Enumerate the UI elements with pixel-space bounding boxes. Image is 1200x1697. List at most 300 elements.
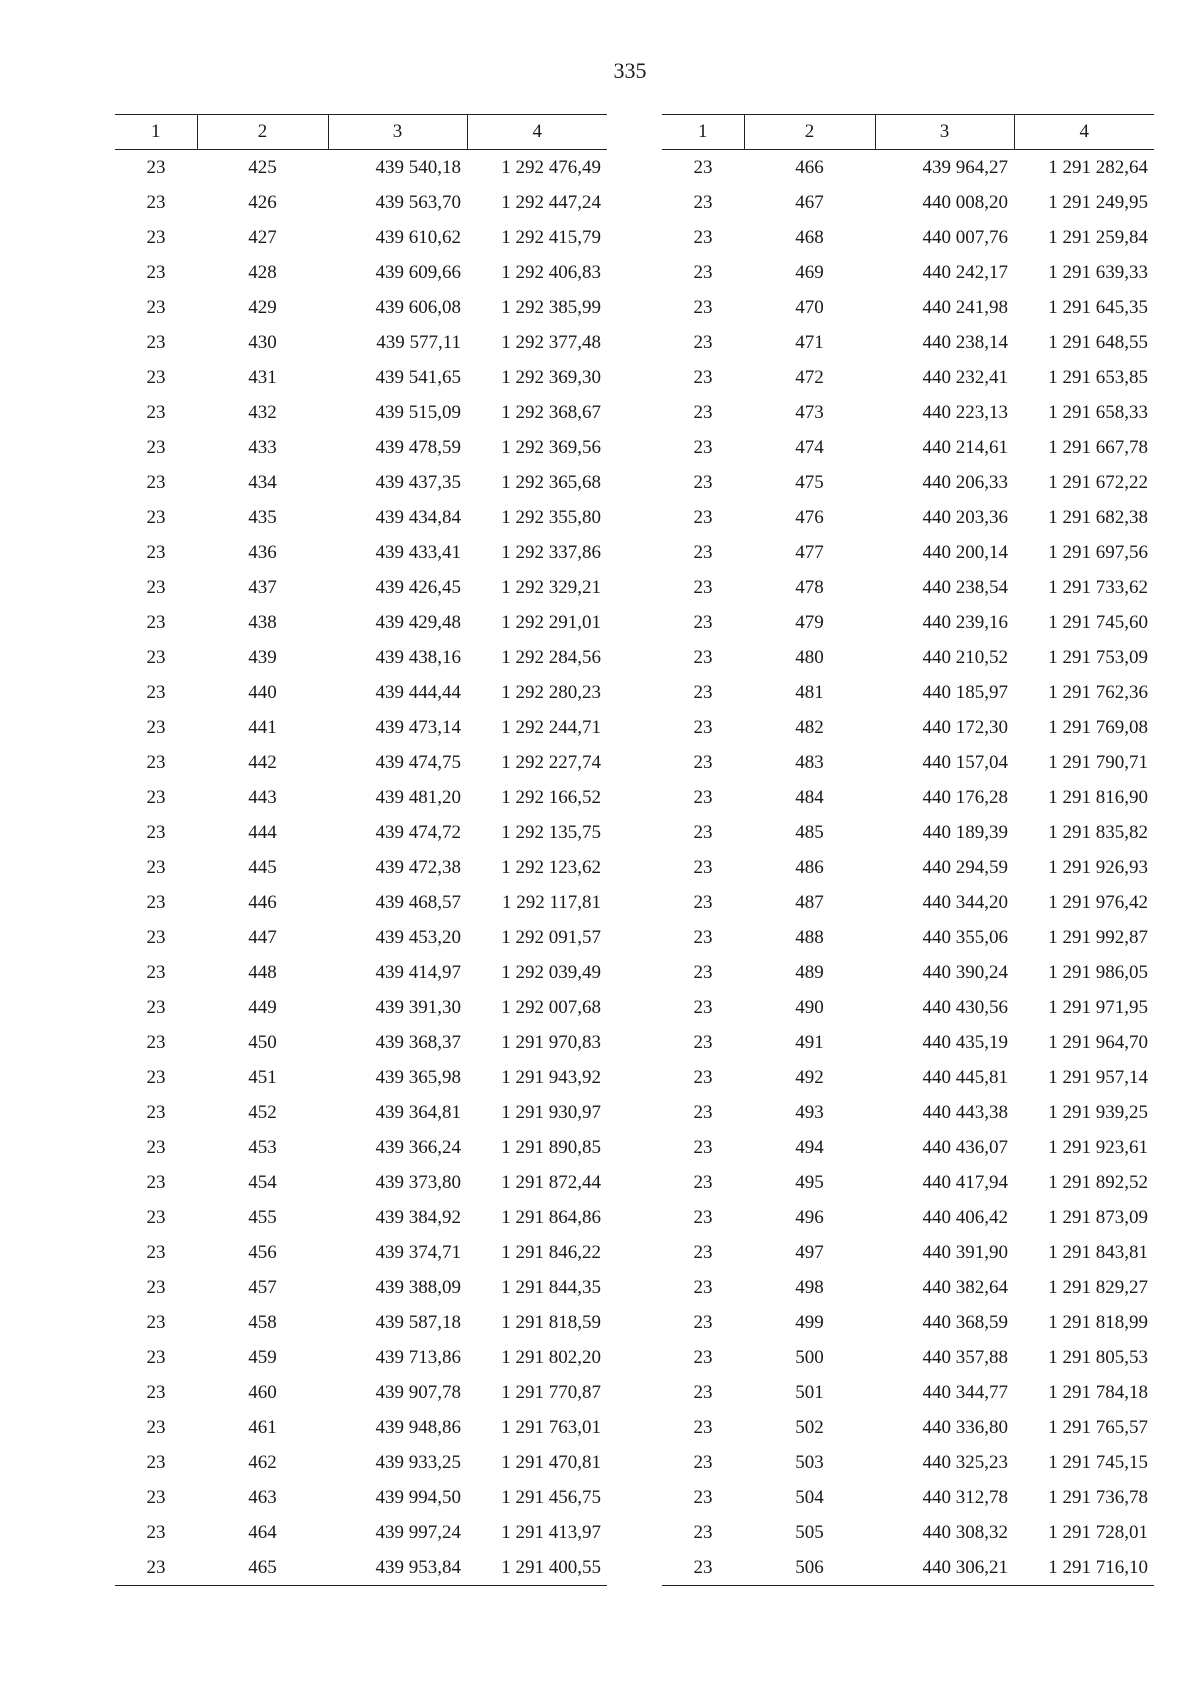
cell-col-1: 23 [146,1556,166,1578]
cell-col-3: 439 478,59 [375,436,461,458]
cell-col-3: 439 606,08 [375,296,461,318]
cell-col-4: 1 292 337,86 [501,541,601,563]
cell-col-2: 487 [795,891,824,913]
cell-col-1: 23 [146,1066,166,1088]
table-row [662,1165,1154,1200]
table-row [662,640,1154,675]
cell-col-2: 477 [795,541,824,563]
table-row [662,1025,1154,1060]
cell-col-2: 468 [795,226,824,248]
cell-col-4: 1 291 682,38 [1048,506,1148,528]
cell-col-4: 1 291 648,55 [1048,331,1148,353]
table-row [662,850,1154,885]
cell-col-3: 439 368,37 [375,1031,461,1053]
table-row [115,290,607,325]
cell-col-3: 440 241,98 [922,296,1008,318]
cell-col-4: 1 291 639,33 [1048,261,1148,283]
cell-col-2: 451 [248,1066,277,1088]
cell-col-3: 440 357,88 [922,1346,1008,1368]
table-row [662,1235,1154,1270]
cell-col-3: 440 417,94 [922,1171,1008,1193]
cell-col-1: 23 [693,576,713,598]
cell-col-4: 1 292 355,80 [501,506,601,528]
cell-col-1: 23 [693,1136,713,1158]
cell-col-3: 440 239,16 [922,611,1008,633]
cell-col-2: 435 [248,506,277,528]
cell-col-3: 439 540,18 [375,156,461,178]
cell-col-4: 1 292 329,21 [501,576,601,598]
cell-col-1: 23 [693,856,713,878]
cell-col-1: 23 [146,366,166,388]
cell-col-3: 440 242,17 [922,261,1008,283]
cell-col-2: 432 [248,401,277,423]
cell-col-4: 1 291 846,22 [501,1241,601,1263]
cell-col-4: 1 291 728,01 [1048,1521,1148,1543]
cell-col-4: 1 292 447,24 [501,191,601,213]
cell-col-2: 464 [248,1521,277,1543]
cell-col-4: 1 291 976,42 [1048,891,1148,913]
cell-col-2: 441 [248,716,277,738]
cell-col-2: 493 [795,1101,824,1123]
cell-col-3: 439 997,24 [375,1521,461,1543]
table-row [115,360,607,395]
cell-col-1: 23 [146,926,166,948]
cell-col-1: 23 [693,296,713,318]
table-row [662,955,1154,990]
cell-col-2: 485 [795,821,824,843]
cell-col-2: 501 [795,1381,824,1403]
cell-col-2: 438 [248,611,277,633]
table-row [115,1375,607,1410]
table-row [662,1410,1154,1445]
cell-col-3: 440 443,38 [922,1101,1008,1123]
cell-col-4: 1 291 753,09 [1048,646,1148,668]
cell-col-2: 486 [795,856,824,878]
cell-col-3: 439 433,41 [375,541,461,563]
cell-col-2: 504 [795,1486,824,1508]
table-row [662,710,1154,745]
table-row [115,780,607,815]
table-row [662,1130,1154,1165]
cell-col-2: 454 [248,1171,277,1193]
cell-col-1: 23 [693,506,713,528]
cell-col-2: 457 [248,1276,277,1298]
cell-col-2: 456 [248,1241,277,1263]
cell-col-4: 1 291 745,60 [1048,611,1148,633]
cell-col-3: 440 445,81 [922,1066,1008,1088]
cell-col-3: 439 364,81 [375,1101,461,1123]
table-row [115,1025,607,1060]
cell-col-1: 23 [693,1416,713,1438]
cell-col-3: 439 438,16 [375,646,461,668]
table-row [662,1480,1154,1515]
cell-col-4: 1 291 400,55 [501,1556,601,1578]
cell-col-2: 452 [248,1101,277,1123]
table-row [115,185,607,220]
cell-col-1: 23 [693,226,713,248]
cell-col-1: 23 [693,961,713,983]
cell-col-1: 23 [146,1031,166,1053]
cell-col-3: 440 306,21 [922,1556,1008,1578]
cell-col-2: 434 [248,471,277,493]
cell-col-1: 23 [146,1206,166,1228]
table-row [662,535,1154,570]
cell-col-1: 23 [146,646,166,668]
cell-col-4: 1 291 672,22 [1048,471,1148,493]
cell-col-1: 23 [146,821,166,843]
cell-col-1: 23 [146,1311,166,1333]
cell-col-1: 23 [146,261,166,283]
cell-col-1: 23 [693,1206,713,1228]
cell-col-1: 23 [146,1381,166,1403]
table-row [115,1130,607,1165]
cell-col-1: 23 [693,1101,713,1123]
cell-col-3: 440 238,14 [922,331,1008,353]
cell-col-3: 439 474,72 [375,821,461,843]
table-row [115,1515,607,1550]
table-row [115,325,607,360]
cell-col-4: 1 291 456,75 [501,1486,601,1508]
cell-col-4: 1 292 227,74 [501,751,601,773]
cell-col-4: 1 291 957,14 [1048,1066,1148,1088]
cell-col-2: 431 [248,366,277,388]
cell-col-1: 23 [146,1451,166,1473]
cell-col-1: 23 [146,891,166,913]
coordinates-table-left [115,114,607,1586]
cell-col-4: 1 292 415,79 [501,226,601,248]
cell-col-1: 23 [693,1241,713,1263]
table-row [115,885,607,920]
table-row [115,1165,607,1200]
cell-col-2: 450 [248,1031,277,1053]
table-row [115,150,607,186]
cell-col-4: 1 291 645,35 [1048,296,1148,318]
cell-col-3: 440 325,23 [922,1451,1008,1473]
cell-col-1: 23 [146,1486,166,1508]
column-header-2: 2 [744,115,875,150]
table-row [662,885,1154,920]
cell-col-1: 23 [146,331,166,353]
cell-col-4: 1 291 763,01 [501,1416,601,1438]
cell-col-3: 440 312,78 [922,1486,1008,1508]
cell-col-4: 1 292 365,68 [501,471,601,493]
cell-col-2: 455 [248,1206,277,1228]
cell-col-2: 502 [795,1416,824,1438]
cell-col-4: 1 292 369,56 [501,436,601,458]
cell-col-1: 23 [146,436,166,458]
cell-col-2: 461 [248,1416,277,1438]
cell-col-3: 440 157,04 [922,751,1008,773]
cell-col-2: 489 [795,961,824,983]
cell-col-3: 440 436,07 [922,1136,1008,1158]
cell-col-4: 1 291 873,09 [1048,1206,1148,1228]
cell-col-1: 23 [146,1171,166,1193]
cell-col-1: 23 [146,1136,166,1158]
table-row [115,990,607,1025]
cell-col-4: 1 291 770,87 [501,1381,601,1403]
cell-col-1: 23 [693,751,713,773]
cell-col-3: 439 384,92 [375,1206,461,1228]
table-row [115,1305,607,1340]
cell-col-4: 1 291 890,85 [501,1136,601,1158]
cell-col-1: 23 [146,541,166,563]
cell-col-3: 440 176,28 [922,786,1008,808]
cell-col-2: 466 [795,156,824,178]
cell-col-3: 440 007,76 [922,226,1008,248]
cell-col-1: 23 [693,611,713,633]
table-body-right [662,150,1154,1586]
table-row [115,1270,607,1305]
cell-col-2: 436 [248,541,277,563]
table-row [115,1200,607,1235]
cell-col-2: 447 [248,926,277,948]
table-row [662,220,1154,255]
cell-col-2: 473 [795,401,824,423]
cell-col-3: 440 214,61 [922,436,1008,458]
table-header-row [115,115,607,150]
table-row [115,1550,607,1586]
table-row [115,535,607,570]
cell-col-4: 1 292 406,83 [501,261,601,283]
table-row [662,920,1154,955]
cell-col-3: 439 907,78 [375,1381,461,1403]
cell-col-2: 442 [248,751,277,773]
cell-col-2: 498 [795,1276,824,1298]
table-row [115,710,607,745]
cell-col-1: 23 [693,1031,713,1053]
cell-col-3: 440 172,30 [922,716,1008,738]
table-row [662,255,1154,290]
table-row [115,640,607,675]
cell-col-1: 23 [146,296,166,318]
cell-col-1: 23 [693,261,713,283]
cell-col-3: 440 200,14 [922,541,1008,563]
cell-col-4: 1 291 923,61 [1048,1136,1148,1158]
cell-col-4: 1 291 926,93 [1048,856,1148,878]
cell-col-1: 23 [693,1521,713,1543]
cell-col-2: 484 [795,786,824,808]
cell-col-4: 1 291 667,78 [1048,436,1148,458]
cell-col-1: 23 [693,1311,713,1333]
cell-col-2: 482 [795,716,824,738]
cell-col-4: 1 291 843,81 [1048,1241,1148,1263]
cell-col-3: 439 414,97 [375,961,461,983]
cell-col-1: 23 [146,226,166,248]
cell-col-4: 1 291 939,25 [1048,1101,1148,1123]
table-row [662,1305,1154,1340]
table-row [115,745,607,780]
cell-col-3: 440 203,36 [922,506,1008,528]
cell-col-1: 23 [693,471,713,493]
cell-col-4: 1 292 291,01 [501,611,601,633]
cell-col-1: 23 [146,996,166,1018]
cell-col-3: 439 541,65 [375,366,461,388]
cell-col-2: 448 [248,961,277,983]
column-header-4: 4 [467,115,607,150]
table-row [115,675,607,710]
cell-col-4: 1 291 818,59 [501,1311,601,1333]
table-row [115,605,607,640]
table-row [115,220,607,255]
cell-col-1: 23 [693,1381,713,1403]
cell-col-3: 439 429,48 [375,611,461,633]
cell-col-3: 439 610,62 [375,226,461,248]
cell-col-1: 23 [693,821,713,843]
cell-col-3: 439 437,35 [375,471,461,493]
cell-col-2: 459 [248,1346,277,1368]
cell-col-3: 440 368,59 [922,1311,1008,1333]
cell-col-3: 440 336,80 [922,1416,1008,1438]
cell-col-4: 1 291 970,83 [501,1031,601,1053]
cell-col-4: 1 291 733,62 [1048,576,1148,598]
table-row [662,1515,1154,1550]
cell-col-2: 491 [795,1031,824,1053]
cell-col-3: 439 953,84 [375,1556,461,1578]
cell-col-1: 23 [693,541,713,563]
cell-col-4: 1 292 091,57 [501,926,601,948]
cell-col-2: 446 [248,891,277,913]
cell-col-3: 439 948,86 [375,1416,461,1438]
cell-col-4: 1 291 992,87 [1048,926,1148,948]
cell-col-4: 1 291 697,56 [1048,541,1148,563]
cell-col-4: 1 291 816,90 [1048,786,1148,808]
cell-col-1: 23 [146,1346,166,1368]
cell-col-1: 23 [693,716,713,738]
column-header-2: 2 [197,115,328,150]
cell-col-4: 1 291 745,15 [1048,1451,1148,1473]
cell-col-1: 23 [146,1241,166,1263]
cell-col-3: 439 577,11 [376,331,461,353]
cell-col-4: 1 292 166,52 [501,786,601,808]
cell-col-4: 1 292 123,62 [501,856,601,878]
cell-col-4: 1 291 470,81 [501,1451,601,1473]
cell-col-1: 23 [146,191,166,213]
cell-col-1: 23 [146,751,166,773]
cell-col-2: 460 [248,1381,277,1403]
cell-col-1: 23 [693,1066,713,1088]
cell-col-1: 23 [146,611,166,633]
page-number: 335 [613,58,647,83]
cell-col-2: 505 [795,1521,824,1543]
cell-col-2: 439 [248,646,277,668]
cell-col-2: 474 [795,436,824,458]
table-row [662,150,1154,186]
cell-col-4: 1 291 964,70 [1048,1031,1148,1053]
cell-col-2: 427 [248,226,277,248]
table-row [115,955,607,990]
table-row [662,430,1154,465]
cell-col-1: 23 [146,1521,166,1543]
cell-col-2: 472 [795,366,824,388]
cell-col-3: 439 474,75 [375,751,461,773]
cell-col-1: 23 [693,366,713,388]
cell-col-2: 429 [248,296,277,318]
cell-col-3: 439 374,71 [375,1241,461,1263]
cell-col-3: 439 563,70 [375,191,461,213]
cell-col-3: 440 382,64 [922,1276,1008,1298]
cell-col-2: 494 [795,1136,824,1158]
cell-col-3: 440 223,13 [922,401,1008,423]
cell-col-4: 1 292 039,49 [501,961,601,983]
cell-col-3: 439 444,44 [375,681,461,703]
cell-col-4: 1 291 790,71 [1048,751,1148,773]
cell-col-4: 1 291 805,53 [1048,1346,1148,1368]
cell-col-3: 440 206,33 [922,471,1008,493]
column-header-4: 4 [1014,115,1154,150]
cell-col-2: 443 [248,786,277,808]
cell-col-3: 440 390,24 [922,961,1008,983]
cell-col-2: 426 [248,191,277,213]
cell-col-1: 23 [693,1451,713,1473]
cell-col-3: 440 232,41 [922,366,1008,388]
cell-col-1: 23 [693,926,713,948]
cell-col-1: 23 [693,191,713,213]
table-row [115,255,607,290]
cell-col-4: 1 291 864,86 [501,1206,601,1228]
cell-col-2: 469 [795,261,824,283]
cell-col-1: 23 [693,1276,713,1298]
cell-col-2: 430 [248,331,277,353]
cell-col-1: 23 [693,891,713,913]
cell-col-4: 1 291 802,20 [501,1346,601,1368]
table-row [662,1445,1154,1480]
cell-col-1: 23 [146,1416,166,1438]
table-row [115,1060,607,1095]
table-row [662,325,1154,360]
cell-col-3: 439 453,20 [375,926,461,948]
cell-col-3: 439 366,24 [375,1136,461,1158]
cell-col-1: 23 [146,1101,166,1123]
cell-col-2: 496 [795,1206,824,1228]
cell-col-3: 439 994,50 [375,1486,461,1508]
cell-col-1: 23 [146,1276,166,1298]
cell-col-1: 23 [146,401,166,423]
cell-col-2: 499 [795,1311,824,1333]
cell-col-4: 1 292 117,81 [501,891,601,913]
cell-col-1: 23 [693,1346,713,1368]
cell-col-1: 23 [693,681,713,703]
cell-col-2: 428 [248,261,277,283]
table-row [662,745,1154,780]
cell-col-1: 23 [146,471,166,493]
cell-col-2: 492 [795,1066,824,1088]
cell-col-2: 444 [248,821,277,843]
cell-col-4: 1 291 844,35 [501,1276,601,1298]
column-header-3: 3 [875,115,1014,150]
cell-col-2: 475 [795,471,824,493]
cell-col-1: 23 [693,996,713,1018]
cell-col-4: 1 292 280,23 [501,681,601,703]
cell-col-3: 439 434,84 [375,506,461,528]
cell-col-3: 439 609,66 [375,261,461,283]
cell-col-1: 23 [146,961,166,983]
cell-col-1: 23 [693,331,713,353]
table-row [662,990,1154,1025]
cell-col-3: 440 238,54 [922,576,1008,598]
table-row [115,500,607,535]
cell-col-3: 439 365,98 [375,1066,461,1088]
cell-col-2: 488 [795,926,824,948]
table-row [115,1445,607,1480]
cell-col-2: 440 [248,681,277,703]
cell-col-2: 462 [248,1451,277,1473]
cell-col-2: 476 [795,506,824,528]
cell-col-2: 471 [795,331,824,353]
table-row [115,1235,607,1270]
table-row [662,185,1154,220]
cell-col-1: 23 [693,1171,713,1193]
table-row [115,1480,607,1515]
